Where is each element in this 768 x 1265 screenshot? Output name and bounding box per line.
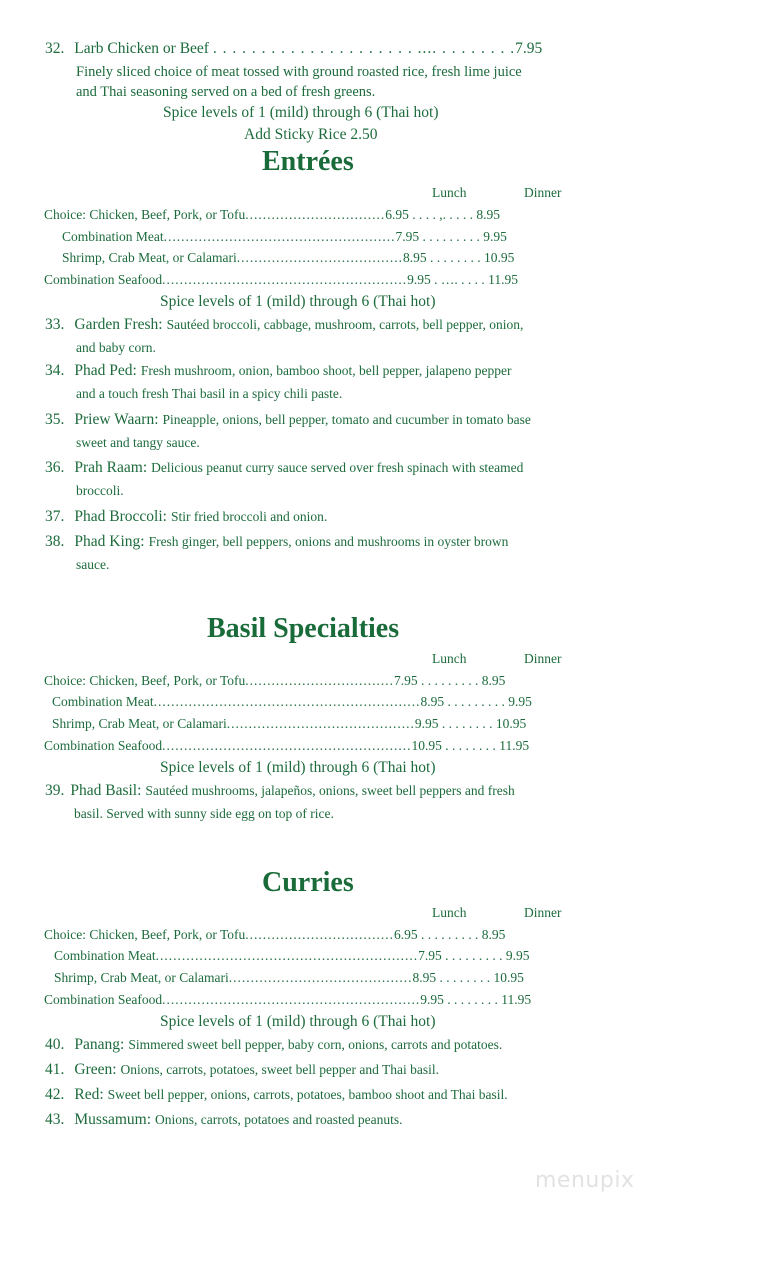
item-name: Panang: bbox=[74, 1036, 125, 1053]
item-name: Garden Fresh: bbox=[74, 316, 163, 333]
price-row: Combination Seafood.........................................................10.95 . . . . . . . . 11.95 bbox=[44, 738, 530, 753]
dinner-price: 10.95 bbox=[495, 716, 527, 731]
dinner-price: 10.95 bbox=[493, 970, 524, 985]
item-name: Priew Waarn: bbox=[74, 411, 159, 428]
dinner-price: 8.95 bbox=[476, 207, 501, 222]
item-number: 37. bbox=[45, 508, 65, 525]
lunch-price: 8.95 bbox=[412, 970, 437, 985]
column-header-lunch: Lunch bbox=[432, 185, 467, 200]
price-row: Combination Meat............................................................7.95 . . . . . . . . . 9.95 bbox=[54, 948, 530, 963]
menu-item-32 bbox=[45, 40, 542, 58]
dinner-price: 8.95 bbox=[481, 673, 506, 688]
price-row: Choice: Chicken, Beef, Pork, or Tofu................................6.95 . . . . ,. . . . . 8.95 bbox=[44, 207, 501, 222]
price-label: Combination Seafood bbox=[44, 738, 163, 753]
item-description: Simmered sweet bell pepper, baby corn, onions, carrots and potatoes. bbox=[128, 1037, 503, 1052]
menu-item-42 bbox=[45, 1086, 508, 1104]
menu-item-39 bbox=[45, 782, 515, 800]
item-name: Green: bbox=[74, 1061, 117, 1078]
item-description: Stir fried broccoli and onion. bbox=[170, 509, 328, 524]
column-header-dinner: Dinner bbox=[524, 651, 562, 666]
item-number: 33. bbox=[45, 316, 65, 333]
item-name: Phad Basil: bbox=[70, 782, 142, 799]
leader-dots: . . . . . . . . . . . . . . . . . . . . . .... . . . . . . . . bbox=[212, 40, 516, 57]
item-description: Finely sliced choice of meat tossed with ground roasted rice, fresh lime juice bbox=[76, 64, 522, 80]
spice-note: Spice levels of 1 (mild) through 6 (Thai hot) bbox=[163, 104, 439, 121]
price-label: Combination Seafood bbox=[44, 992, 163, 1007]
item-description: Sautéed mushrooms, jalapeños, onions, sweet bell peppers and fresh bbox=[145, 783, 515, 798]
price-label: Combination Meat bbox=[54, 948, 156, 963]
spice-note: Spice levels of 1 (mild) through 6 (Thai hot) bbox=[160, 1013, 436, 1030]
section-title-entrees: Entrées bbox=[262, 146, 354, 177]
price-label: Choice: Chicken, Beef, Pork, or Tofu bbox=[44, 927, 246, 942]
menu-item-43 bbox=[45, 1111, 402, 1129]
lunch-price: 8.95 bbox=[402, 250, 427, 265]
menu-item-36 bbox=[45, 459, 523, 477]
item-name: Larb Chicken or Beef bbox=[74, 40, 209, 57]
item-name: Phad Ped: bbox=[74, 362, 137, 379]
price-label: Combination Meat bbox=[62, 229, 164, 244]
menu-item-37 bbox=[45, 508, 327, 526]
price-row: Combination Seafood........................................................9.95 . …. . . . . 11.95 bbox=[44, 272, 518, 287]
item-name: Red: bbox=[74, 1086, 104, 1103]
dinner-price: 10.95 bbox=[483, 250, 515, 265]
section-title-basil: Basil Specialties bbox=[207, 613, 400, 644]
price-row: Combination Meat.............................................................8.95 . . . . . . . . . 9.95 bbox=[52, 694, 532, 709]
item-number: 39. bbox=[45, 782, 65, 799]
price-row: Shrimp, Crab Meat, or Calamari..........................................8.95 . . . . . . . . 10.95 bbox=[54, 970, 524, 985]
section-title-curries: Curries bbox=[262, 867, 354, 898]
item-number: 32. bbox=[45, 40, 65, 57]
menu-item-34 bbox=[45, 362, 511, 380]
menu-item-33 bbox=[45, 316, 523, 334]
item-description: Sautéed broccoli, cabbage, mushroom, carrots, bell pepper, onion, bbox=[166, 317, 524, 332]
item-number: 42. bbox=[45, 1086, 65, 1103]
dinner-price: 11.95 bbox=[488, 272, 518, 287]
item-number: 43. bbox=[45, 1111, 65, 1128]
item-description: sauce. bbox=[76, 557, 110, 572]
dinner-price: 9.95 bbox=[505, 948, 530, 963]
dinner-price: 9.95 bbox=[508, 694, 532, 709]
item-description: broccoli. bbox=[76, 483, 124, 498]
item-description: Fresh mushroom, onion, bamboo shoot, bell pepper, jalapeno pepper bbox=[140, 363, 512, 378]
item-description: Delicious peanut curry sauce served over fresh spinach with steamed bbox=[151, 460, 524, 475]
column-header-lunch: Lunch bbox=[432, 905, 467, 920]
item-number: 35. bbox=[45, 411, 65, 428]
item-number: 40. bbox=[45, 1036, 65, 1053]
lunch-price: 7.95 bbox=[394, 673, 418, 688]
dinner-price: 11.95 bbox=[501, 992, 532, 1007]
item-description: and Thai seasoning served on a bed of fresh greens. bbox=[76, 84, 376, 100]
menu-item-35 bbox=[45, 411, 531, 429]
lunch-price: 6.95 bbox=[385, 207, 409, 222]
menu-item-38 bbox=[45, 533, 508, 551]
item-description: sweet and tangy sauce. bbox=[76, 435, 200, 450]
column-header-lunch: Lunch bbox=[432, 651, 467, 666]
watermark-logo: menupix bbox=[535, 1168, 635, 1193]
item-number: 38. bbox=[45, 533, 65, 550]
lunch-price: 9.95 bbox=[407, 272, 431, 287]
dinner-price: 8.95 bbox=[481, 927, 506, 942]
price-label: Choice: Chicken, Beef, Pork, or Tofu bbox=[44, 673, 246, 688]
price-row: Combination Meat.....................................................7.95 . . . . . . . . . 9.95 bbox=[62, 229, 507, 244]
price-label: Shrimp, Crab Meat, or Calamari bbox=[54, 970, 229, 985]
column-header-dinner: Dinner bbox=[524, 905, 562, 920]
item-name: Prah Raam: bbox=[74, 459, 148, 476]
item-number: 36. bbox=[45, 459, 65, 476]
price-row: Shrimp, Crab Meat, or Calamari...........................................9.95 . . . . . . . . 10.95 bbox=[52, 716, 527, 731]
item-price: 7.95 bbox=[515, 40, 543, 57]
price-label: Choice: Chicken, Beef, Pork, or Tofu bbox=[44, 207, 246, 222]
dinner-price: 11.95 bbox=[499, 738, 530, 753]
lunch-price: 10.95 bbox=[411, 738, 442, 753]
item-name: Phad Broccoli: bbox=[74, 508, 167, 525]
item-number: 34. bbox=[45, 362, 65, 379]
item-description: Sweet bell pepper, onions, carrots, potatoes, bamboo shoot and Thai basil. bbox=[107, 1087, 508, 1102]
price-label: Shrimp, Crab Meat, or Calamari bbox=[52, 716, 227, 731]
price-label: Combination Seafood bbox=[44, 272, 163, 287]
item-description: Onions, carrots, potatoes, sweet bell pepper and Thai basil. bbox=[120, 1062, 439, 1077]
price-row: Choice: Chicken, Beef, Pork, or Tofu..................................7.95 . . . . . . . . . 8.95 bbox=[44, 673, 506, 688]
spice-note: Spice levels of 1 (mild) through 6 (Thai hot) bbox=[160, 293, 436, 310]
item-description: and baby corn. bbox=[76, 340, 156, 355]
lunch-price: 8.95 bbox=[420, 694, 445, 709]
price-label: Shrimp, Crab Meat, or Calamari bbox=[62, 250, 237, 265]
item-name: Phad King: bbox=[74, 533, 145, 550]
price-label: Combination Meat bbox=[52, 694, 154, 709]
lunch-price: 9.95 bbox=[414, 716, 439, 731]
lunch-price: 7.95 bbox=[395, 229, 420, 244]
lunch-price: 6.95 bbox=[394, 927, 418, 942]
menu-item-40 bbox=[45, 1036, 502, 1054]
menu-item-41 bbox=[45, 1061, 439, 1079]
item-description: Onions, carrots, potatoes and roasted peanuts. bbox=[155, 1112, 403, 1127]
item-description: Pineapple, onions, bell pepper, tomato and cucumber in tomato base bbox=[162, 412, 531, 427]
dinner-price: 9.95 bbox=[483, 229, 507, 244]
addon-note: Add Sticky Rice 2.50 bbox=[244, 126, 378, 143]
spice-note: Spice levels of 1 (mild) through 6 (Thai hot) bbox=[160, 759, 436, 776]
lunch-price: 7.95 bbox=[418, 948, 442, 963]
lunch-price: 9.95 bbox=[420, 992, 444, 1007]
price-row: Shrimp, Crab Meat, or Calamari......................................8.95 . . . . . . . . 10.95 bbox=[62, 250, 515, 265]
item-name: Mussamum: bbox=[74, 1111, 152, 1128]
item-description: and a touch fresh Thai basil in a spicy chili paste. bbox=[76, 386, 343, 401]
column-header-dinner: Dinner bbox=[524, 185, 562, 200]
item-number: 41. bbox=[45, 1061, 65, 1078]
price-row: Combination Seafood...........................................................9.95 . . . . . . . . 11.95 bbox=[44, 992, 532, 1007]
item-description: Fresh ginger, bell peppers, onions and mushrooms in oyster brown bbox=[148, 534, 509, 549]
price-row: Choice: Chicken, Beef, Pork, or Tofu..................................6.95 . . . . . . . . . 8.95 bbox=[44, 927, 506, 942]
item-description: basil. Served with sunny side egg on top of rice. bbox=[74, 806, 334, 821]
